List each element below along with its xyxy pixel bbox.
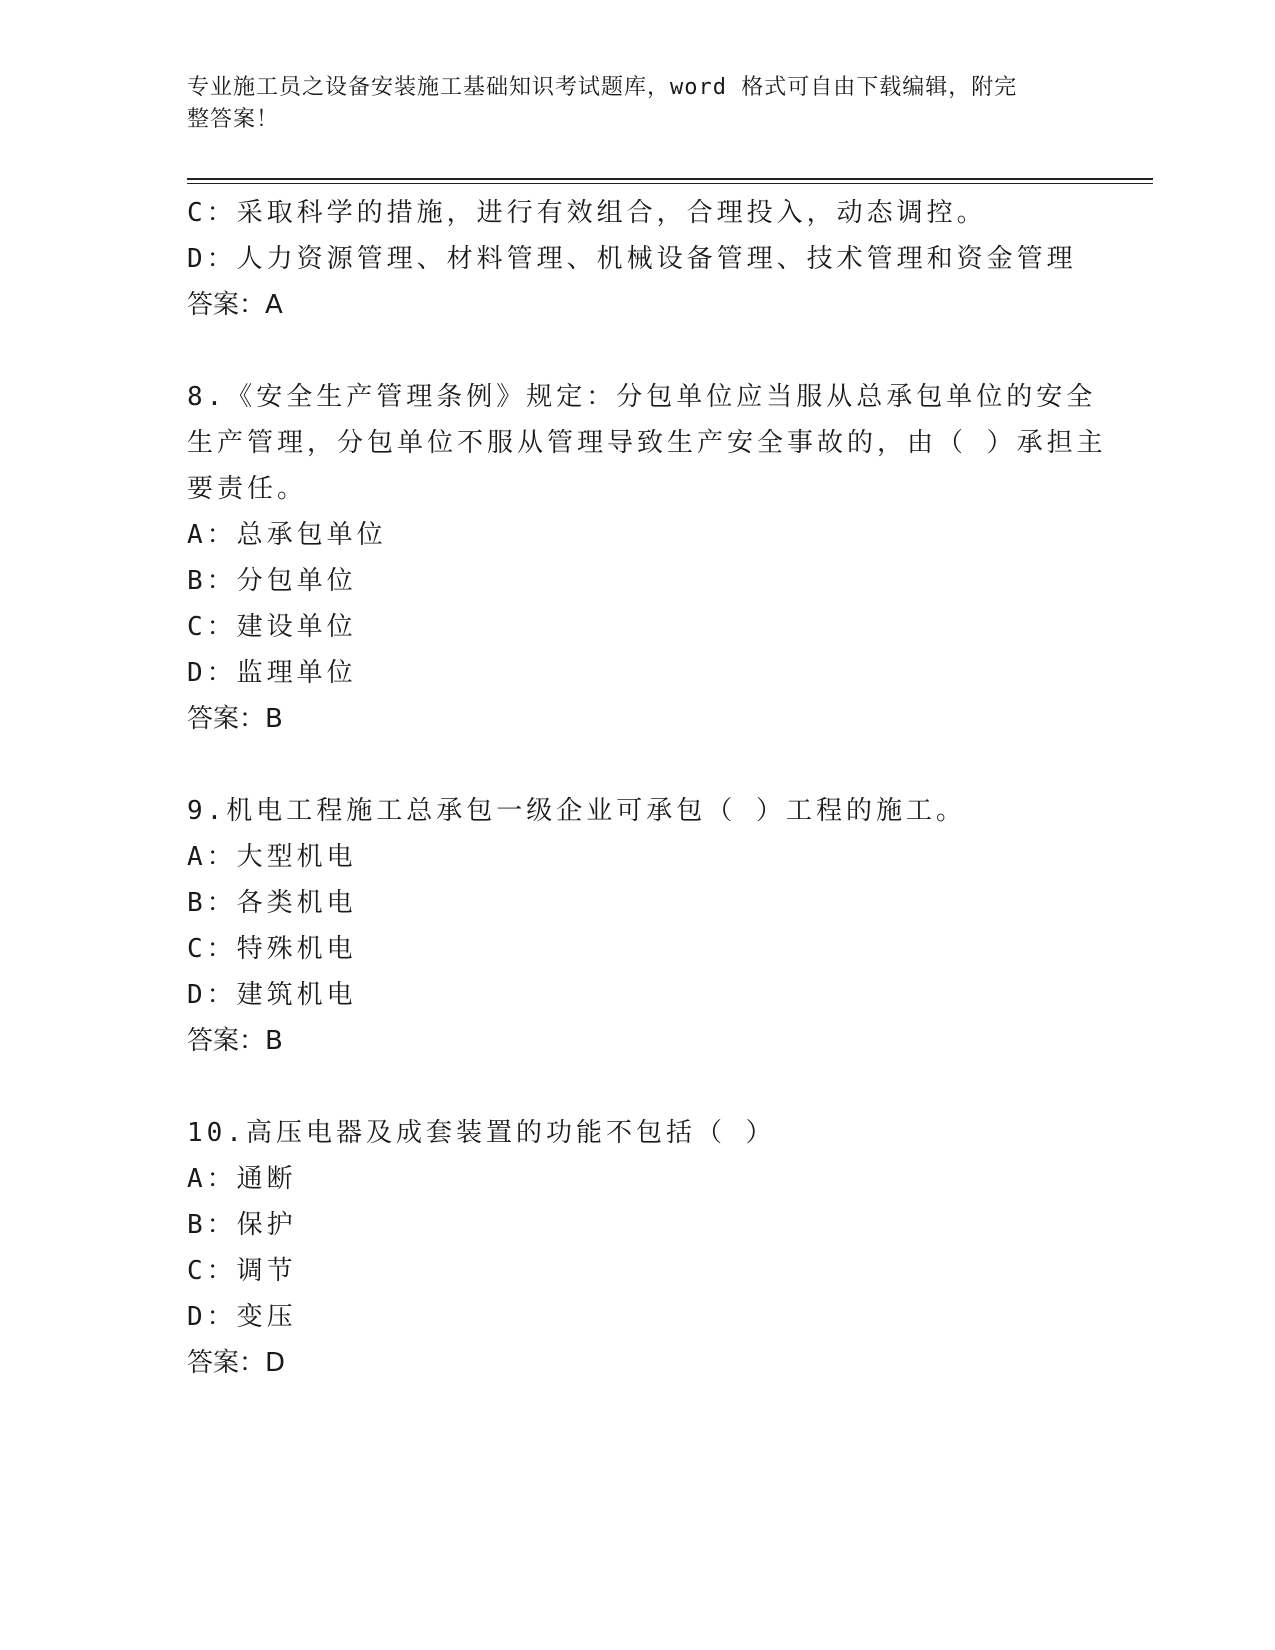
question-list (187, 190, 1107, 1386)
spacer (187, 328, 1087, 374)
q8-option-a: A：总承包单位 (187, 520, 387, 550)
question-9 (187, 788, 1087, 1064)
q9-option-d: D：建筑机电 (187, 980, 357, 1010)
q9-answer: 答案：B (187, 1026, 283, 1056)
q9-option-c: C：特殊机电 (187, 934, 357, 964)
spacer (187, 1064, 1087, 1110)
q9-option-a: A：大型机电 (187, 842, 357, 872)
q7-option-c: C：采取科学的措施，进行有效组合，合理投入，动态调控。 (187, 198, 987, 228)
q10-option-a: A：通断 (187, 1164, 297, 1194)
q8-option-c: C：建设单位 (187, 612, 357, 642)
header-divider-thick (187, 178, 1153, 180)
document-header (187, 72, 1067, 136)
question-7-tail (187, 190, 1087, 328)
q10-option-b: B：保护 (187, 1210, 297, 1240)
q7-option-d: D：人力资源管理、材料管理、机械设备管理、技术管理和资金管理 (187, 244, 1077, 274)
q10-answer: 答案：D (187, 1348, 286, 1378)
q8-stem-line-2: 生产管理，分包单位不服从管理导致生产安全事故的，由（ ）承担主 (187, 428, 1107, 458)
q10-option-c: C：调节 (187, 1256, 297, 1286)
header-divider-thin (187, 183, 1153, 184)
q8-option-b: B：分包单位 (187, 566, 357, 596)
spacer (187, 742, 1087, 788)
q7-answer: 答案：A (187, 290, 283, 320)
q9-option-b: B：各类机电 (187, 888, 357, 918)
header-line-2: 整答案！ (187, 107, 280, 132)
q10-option-d: D：变压 (187, 1302, 297, 1332)
header-line-1: 专业施工员之设备安装施工基础知识考试题库，word 格式可自由下载编辑，附完 (187, 75, 1018, 100)
question-8 (187, 374, 1107, 742)
q8-stem-line-1: 8.《安全生产管理条例》规定：分包单位应当服从总承包单位的安全 (187, 382, 1097, 412)
question-10 (187, 1110, 1087, 1386)
q10-stem: 10.高压电器及成套装置的功能不包括（ ） (187, 1118, 776, 1148)
q8-option-d: D：监理单位 (187, 658, 357, 688)
q8-answer: 答案：B (187, 704, 283, 734)
q9-stem: 9.机电工程施工总承包一级企业可承包（ ）工程的施工。 (187, 796, 966, 826)
q8-stem-line-3: 要责任。 (187, 474, 308, 504)
